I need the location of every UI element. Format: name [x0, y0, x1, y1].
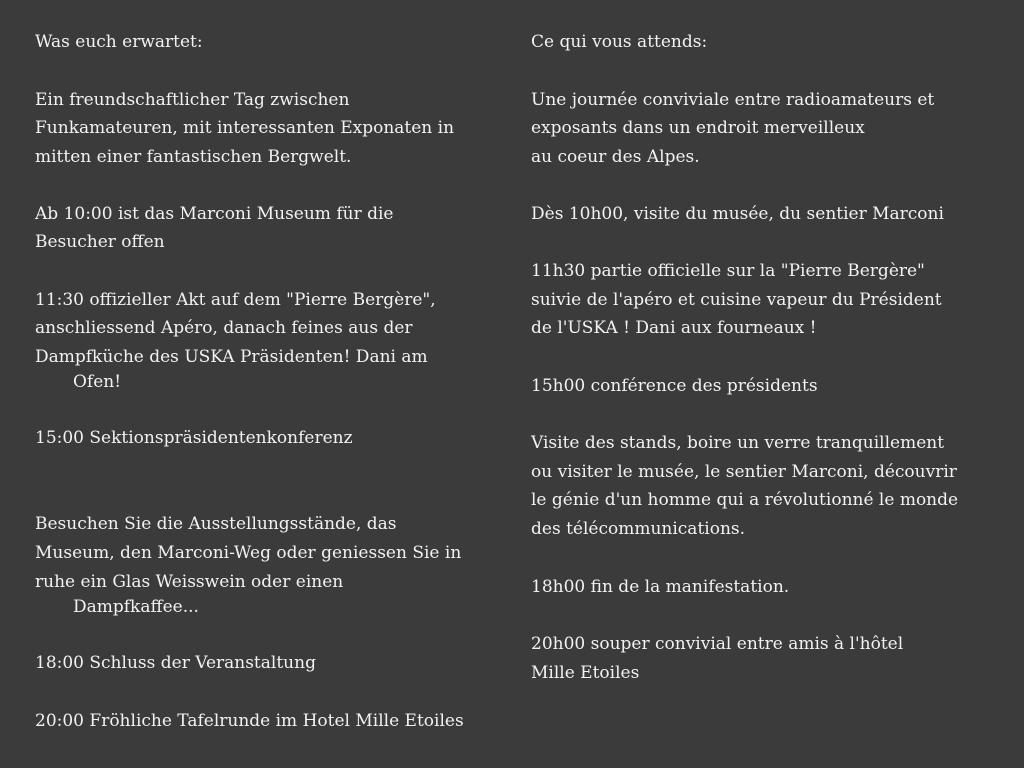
french-heading: Ce qui vous attends:: [531, 32, 708, 52]
german-visit-line: Dampfkaffee...: [73, 597, 199, 617]
french-end: 18h00 fin de la manifestation.: [531, 577, 790, 597]
german-intro-line: Ein freundschaftlicher Tag zwischen: [35, 90, 350, 110]
german-museum-line: Ab 10:00 ist das Marconi Museum für die: [35, 204, 394, 224]
german-official-line: Dampfküche des USKA Präsidenten! Dani am: [35, 347, 428, 367]
german-conference: 15:00 Sektionspräsidentenkonferenz: [35, 428, 353, 448]
french-museum: Dès 10h00, visite du musée, du sentier Marconi: [531, 204, 944, 224]
german-intro-line: mitten einer fantastischen Bergwelt.: [35, 147, 352, 167]
german-museum-line: Besucher offen: [35, 232, 165, 252]
french-intro-line: au coeur des Alpes.: [531, 147, 700, 167]
french-intro-line: Une journée conviviale entre radioamateurs et: [531, 90, 935, 110]
german-heading: Was euch erwartet:: [35, 32, 203, 52]
french-visit-line: le génie d'un homme qui a révolutionné le monde: [531, 490, 959, 510]
french-visit-line: des télécommunications.: [531, 519, 746, 539]
french-dinner-line: Mille Etoiles: [531, 663, 640, 683]
german-dinner: 20:00 Fröhliche Tafelrunde im Hotel Mille Etoiles: [35, 711, 464, 731]
french-visit-line: Visite des stands, boire un verre tranquillement: [531, 433, 945, 453]
french-dinner-line: 20h00 souper convivial entre amis à l'hôtel: [531, 634, 904, 654]
french-official-line: 11h30 partie officielle sur la "Pierre Bergère": [531, 261, 925, 281]
german-official-line: Ofen!: [73, 372, 122, 392]
german-visit-line: Besuchen Sie die Ausstellungsstände, das: [35, 514, 397, 534]
french-conference: 15h00 conférence des présidents: [531, 376, 818, 396]
german-intro-line: Funkamateuren, mit interessanten Exponaten in: [35, 118, 455, 138]
german-official-line: 11:30 offizieller Akt auf dem "Pierre Bergère",: [35, 290, 436, 310]
german-visit-line: Museum, den Marconi-Weg oder geniessen Sie in: [35, 543, 462, 563]
french-visit-line: ou visiter le musée, le sentier Marconi, découvrir: [531, 462, 957, 482]
french-official-line: de l'USKA ! Dani aux fourneaux !: [531, 318, 817, 338]
german-visit-line: ruhe ein Glas Weisswein oder einen: [35, 572, 344, 592]
german-end: 18:00 Schluss der Veranstaltung: [35, 653, 316, 673]
french-intro-line: exposants dans un endroit merveilleux: [531, 118, 865, 138]
german-official-line: anschliessend Apéro, danach feines aus der: [35, 318, 413, 338]
french-official-line: suivie de l'apéro et cuisine vapeur du Président: [531, 290, 942, 310]
